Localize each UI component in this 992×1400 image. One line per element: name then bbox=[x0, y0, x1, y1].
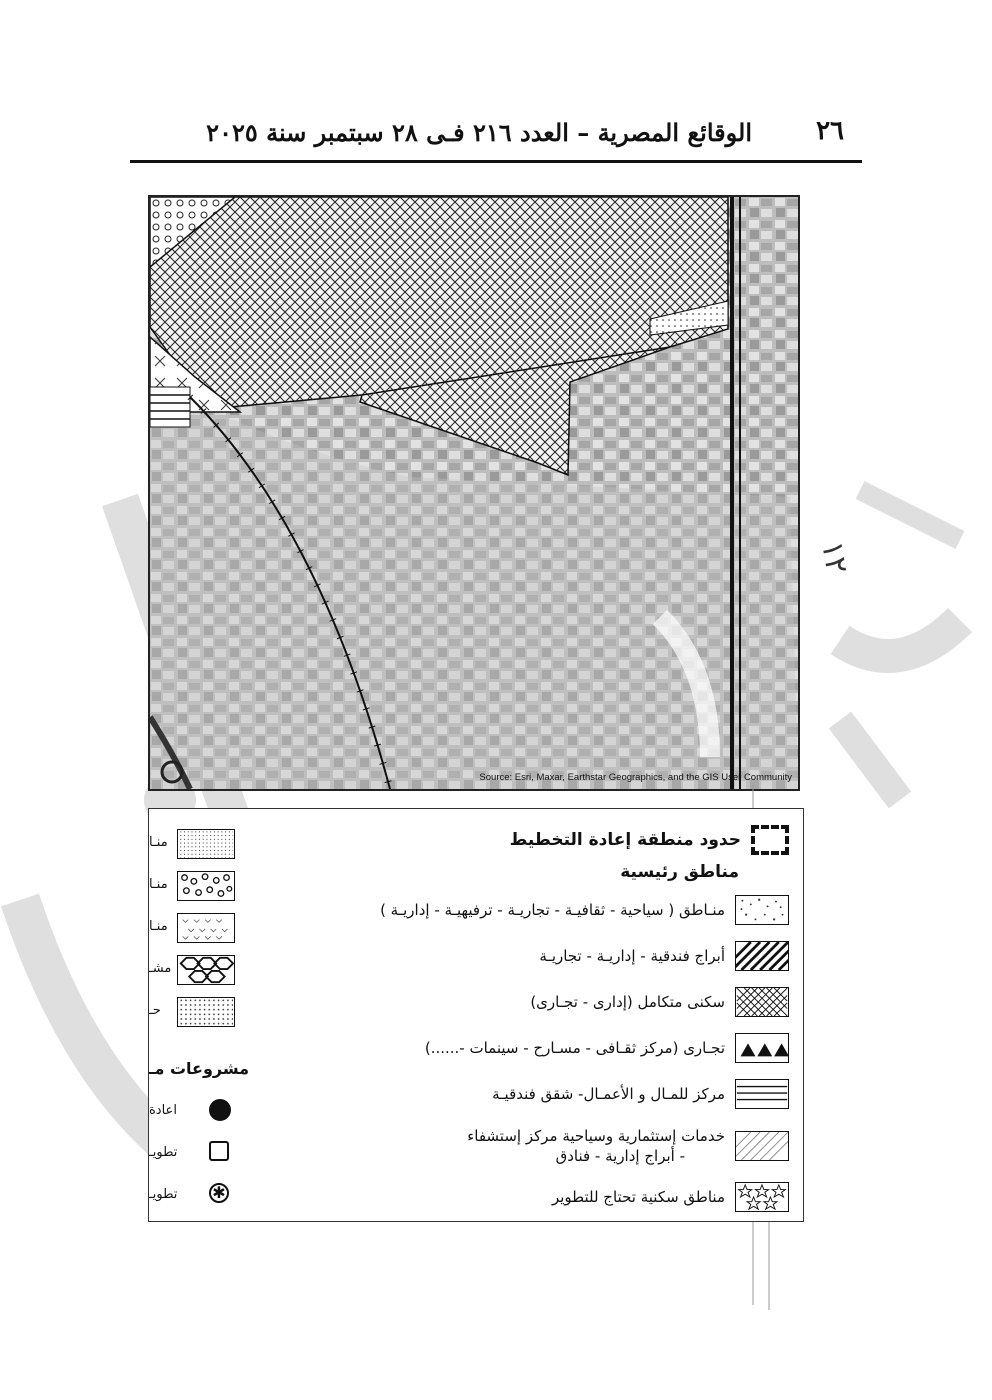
building-icon bbox=[209, 1141, 229, 1161]
legend-label: أبراج فندقية - إداريـة - تجاريـة bbox=[539, 947, 725, 965]
project-label: اعادة bbox=[149, 1103, 177, 1118]
swatch-investment-services bbox=[735, 1131, 789, 1161]
swatch-tourism-zone bbox=[735, 895, 789, 925]
legend-item bbox=[319, 891, 789, 929]
swatch-left-5 bbox=[177, 997, 235, 1027]
legend-item bbox=[319, 1177, 789, 1217]
swatch-integrated-housing bbox=[735, 987, 789, 1017]
page-header bbox=[130, 112, 862, 163]
swatch-left-3 bbox=[177, 913, 235, 943]
map-source-credit: Source: Esri, Maxar, Earthstar Geographics, and the GIS User Community bbox=[479, 772, 792, 783]
boundary-icon bbox=[751, 825, 789, 855]
boundary-label: حدود منطقة إعادة التخطيط bbox=[509, 830, 741, 850]
road-icon bbox=[209, 1099, 231, 1121]
left-legend-label: حـ bbox=[149, 1003, 161, 1018]
legend-label-line2: - أبراج إدارية - فنادق bbox=[555, 1147, 685, 1165]
legend-main-column bbox=[319, 823, 789, 1217]
legend-label: مركز للمـال و الأعمـال- شقق فندقيـة bbox=[492, 1085, 725, 1103]
legend-label: مناطق سكنية تحتاج للتطوير bbox=[551, 1188, 725, 1206]
project-label: تطويـ bbox=[149, 1145, 178, 1160]
legend-item bbox=[319, 1027, 789, 1069]
swatch-hotel-towers bbox=[735, 941, 789, 971]
legend-label: منـاطق ( سياحية - ثقافيـة - تجاريـة - ترفيهيـة - إداريـة ) bbox=[380, 901, 725, 919]
swatch-business-center bbox=[735, 1079, 789, 1109]
swatch-left-4 bbox=[177, 955, 235, 985]
legend-heading-row bbox=[319, 857, 749, 887]
legend-item bbox=[319, 1121, 789, 1171]
page-number: ٢٦ bbox=[816, 116, 844, 146]
margin-note: ١٢ bbox=[814, 538, 855, 577]
project-label: تطويـ bbox=[149, 1187, 178, 1202]
swatch-housing-development bbox=[735, 1182, 789, 1212]
left-legend-label: منـا bbox=[149, 835, 168, 850]
asterisk-icon: ✱ bbox=[209, 1183, 229, 1203]
map-graphic bbox=[150, 197, 798, 789]
legend-item bbox=[319, 1073, 789, 1115]
legend-item bbox=[319, 935, 789, 977]
legend-boundary-row bbox=[319, 823, 789, 857]
swatch-commercial bbox=[735, 1033, 789, 1063]
projects-heading: مشروعات مـ bbox=[149, 1059, 250, 1078]
planning-map bbox=[148, 195, 800, 791]
legend-label: سكنى متكامل (إدارى - تجـارى) bbox=[530, 993, 725, 1011]
legend-label-group bbox=[467, 1126, 725, 1166]
swatch-left-2 bbox=[177, 871, 235, 901]
main-zones-heading: مناطق رئيسية bbox=[620, 862, 739, 882]
left-legend-label: منـا bbox=[149, 919, 168, 934]
gazette-title: الوقائع المصرية – العدد ٢١٦ فـى ٢٨ سبتمبر سنة ٢٠٢٥ bbox=[206, 118, 752, 147]
legend-item bbox=[319, 981, 789, 1023]
left-legend-label: مشـ bbox=[149, 961, 172, 976]
fold-line bbox=[768, 1220, 770, 1310]
swatch-left-1 bbox=[177, 829, 235, 859]
legend-label: خدمات إستثمارية وسياحية مركز إستشفاء bbox=[467, 1127, 725, 1145]
legend-label: تجـارى (مركز ثقـافى - مسـارح - سينمات -......) bbox=[424, 1039, 725, 1057]
left-legend-label: منـا bbox=[149, 877, 168, 892]
map-legend bbox=[148, 808, 804, 1222]
